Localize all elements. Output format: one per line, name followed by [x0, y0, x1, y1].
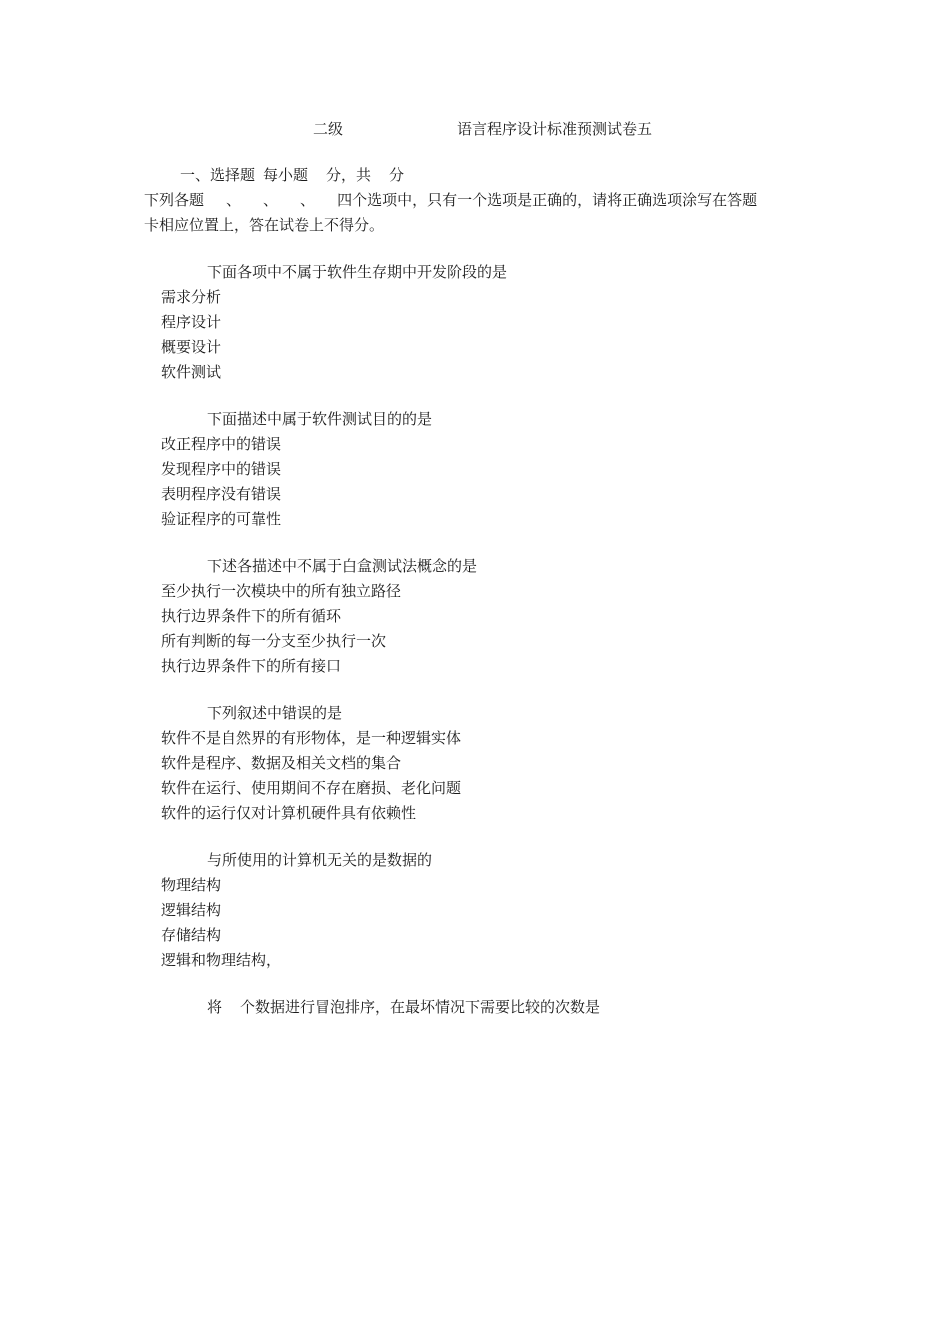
question-option: 所有判断的每一分支至少执行一次 [161, 632, 387, 650]
question-option: 软件在运行、使用期间不存在磨损、老化问题 [161, 779, 462, 797]
section-part-c: 分，共 [326, 166, 372, 184]
question-option: 逻辑和物理结构， [161, 951, 282, 969]
instructions-line-1 [144, 190, 757, 210]
question-option: 物理结构 [161, 876, 222, 894]
question-option: 逻辑结构 [161, 901, 222, 919]
question-option: 改正程序中的错误 [161, 435, 282, 453]
question-stem-part-a: 将 [207, 998, 223, 1016]
question-stem-part-b: 个数据进行冒泡排序，在最坏情况下需要比较的次数是 [240, 998, 601, 1016]
question-stem: 下面各项中不属于软件生存期中开发阶段的是 [207, 263, 508, 281]
question-option: 执行边界条件下的所有循环 [161, 607, 342, 625]
question-option: 软件测试 [161, 363, 222, 381]
section-part-b: 每小题 [263, 166, 309, 184]
question-option: 程序设计 [161, 313, 222, 331]
question-stem: 与所使用的计算机无关的是数据的 [207, 851, 433, 869]
section-part-a: 一、选择题 [180, 166, 256, 184]
question-option: 验证程序的可靠性 [161, 510, 282, 528]
question-option: 存储结构 [161, 926, 222, 944]
instr-part-d: 、 [300, 191, 316, 209]
question-stem: 下面描述中属于软件测试目的的是 [207, 410, 433, 428]
question-option: 需求分析 [161, 288, 222, 306]
instr-part-c: 、 [263, 191, 279, 209]
instructions-line-2: 卡相应位置上，答在试卷上不得分。 [144, 216, 385, 234]
exam-level: 二级 [313, 120, 344, 138]
question-stem [207, 997, 600, 1017]
section-heading [180, 165, 404, 185]
question-option: 至少执行一次模块中的所有独立路径 [161, 582, 402, 600]
question-option: 软件是程序、数据及相关文档的集合 [161, 754, 402, 772]
question-stem: 下列叙述中错误的是 [207, 704, 343, 722]
question-option: 软件不是自然界的有形物体，是一种逻辑实体 [161, 729, 462, 747]
question-option: 软件的运行仅对计算机硬件具有依赖性 [161, 804, 417, 822]
section-part-d: 分 [389, 166, 405, 184]
instr-part-b: 、 [226, 191, 242, 209]
instr-part-e: 四个选项中，只有一个选项是正确的，请将正确选项涂写在答题 [337, 191, 758, 209]
question-stem: 下述各描述中不属于白盒测试法概念的是 [207, 557, 478, 575]
exam-title: 语言程序设计标准预测试卷五 [457, 120, 653, 138]
question-option: 发现程序中的错误 [161, 460, 282, 478]
question-option: 表明程序没有错误 [161, 485, 282, 503]
instr-part-a: 下列各题 [144, 191, 205, 209]
question-option: 执行边界条件下的所有接口 [161, 657, 342, 675]
question-option: 概要设计 [161, 338, 222, 356]
